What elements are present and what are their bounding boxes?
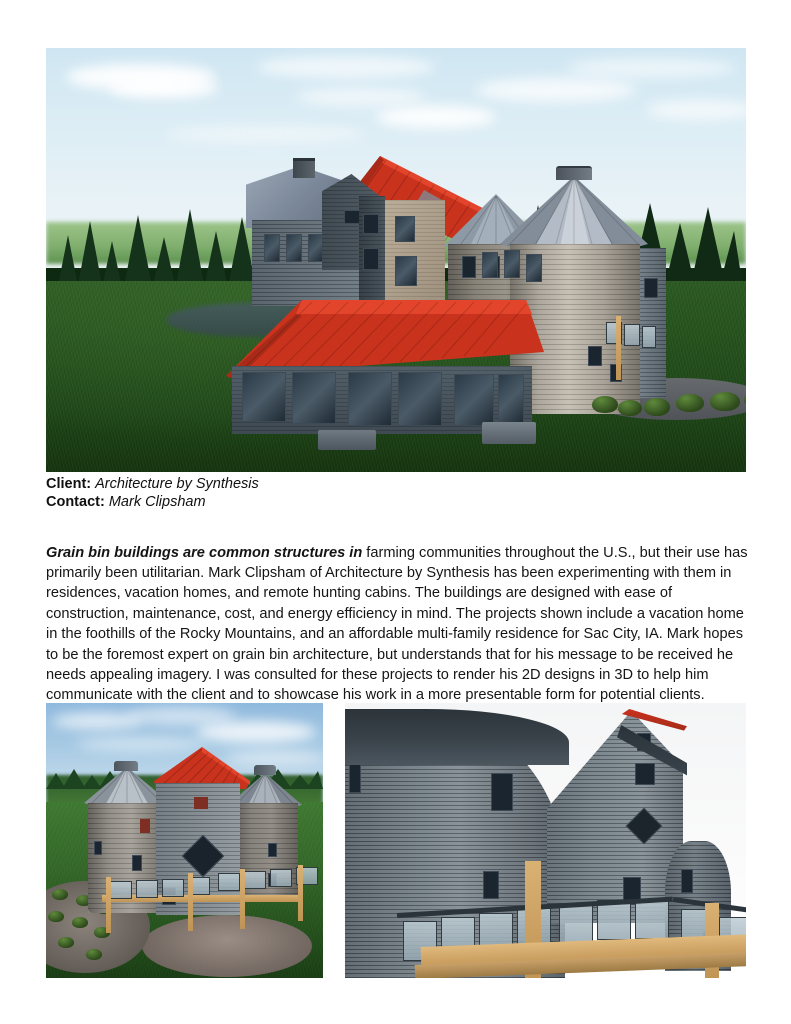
shrub — [644, 398, 670, 416]
window — [268, 843, 277, 857]
porch-screen-panel — [398, 372, 442, 426]
rail-panel — [162, 879, 184, 897]
paver-patio — [142, 915, 312, 977]
image-caption — [46, 476, 746, 511]
deck-post — [106, 877, 111, 933]
shrub — [58, 937, 74, 948]
silo-window-band — [478, 246, 552, 292]
porch-steps — [318, 430, 376, 450]
window — [363, 248, 379, 270]
window — [363, 214, 379, 234]
rail-panel — [559, 903, 593, 943]
window — [395, 216, 415, 242]
rail-panel — [624, 324, 640, 346]
window — [286, 234, 302, 262]
client-label: Client: — [46, 476, 92, 492]
cloud — [166, 126, 366, 142]
porch-screen-panel — [498, 374, 524, 424]
caption-contact-line — [46, 494, 746, 512]
left-bin-cap — [114, 761, 138, 771]
shrub — [710, 392, 740, 411]
porch-screen-panel — [348, 372, 392, 426]
porch-screen-panel — [242, 372, 286, 422]
cloud — [646, 100, 746, 120]
window — [644, 278, 658, 298]
front-wall-lit — [383, 200, 445, 308]
shrub — [676, 394, 704, 412]
chimney — [293, 158, 315, 178]
cloud — [196, 721, 316, 743]
window — [482, 252, 498, 278]
shrub — [86, 949, 102, 960]
cloud — [108, 78, 218, 98]
paragraph-lead-in: Grain bin buildings are common structures in — [46, 544, 363, 561]
bin-accent-red — [140, 819, 150, 833]
cloud — [566, 58, 736, 78]
rail-panel — [244, 871, 266, 889]
shrub — [592, 396, 618, 413]
deck-post — [616, 316, 621, 380]
deck-post — [188, 873, 193, 931]
rail-panel — [136, 880, 158, 898]
deck-railing — [606, 316, 658, 352]
caption-client-line — [46, 476, 746, 494]
cloud — [376, 106, 496, 128]
rail-panel — [642, 326, 656, 348]
contact-label: Contact: — [46, 493, 105, 510]
window — [395, 256, 417, 286]
window — [94, 841, 102, 855]
silo-cap — [556, 166, 592, 180]
rail-panel — [218, 873, 240, 891]
side-wall-shadow — [359, 196, 385, 308]
window — [264, 234, 280, 262]
window — [588, 346, 602, 366]
window — [504, 250, 520, 278]
contact-value: Mark Clipsham — [108, 493, 206, 510]
window — [635, 763, 655, 785]
deck-post — [298, 865, 303, 921]
paragraph-text: farming communities throughout the U.S., but their use has primarily been utilitarian. Mark Clipsham of Architecture by Synthesis has been experimenting with them in residences, vacation homes, and remote hunting cabins. The buildings are designed with ease of construction, maintenance, cost, and energy efficiency in mind. The projects shown include a vacation home in the foothills of the Rocky Mountains, and an affordable multi-family residence for Sac City, IA. Mark hopes to be the foremost expert on grain bin architecture, but understands that for his message to be received he needs appealing imagery. I was consulted for these projects to render his 2D designs in 3D to help him communicate with the client and to showcase his work in a more presentable form for potential clients. — [46, 544, 748, 704]
deck-railing — [102, 863, 302, 899]
porch-screen-panel — [292, 372, 336, 424]
gable-accent-red — [194, 797, 208, 809]
thumbnail-grain-bin-detail — [345, 703, 746, 978]
porch-steps-secondary — [482, 422, 536, 444]
thumbnail-twin-grain-bin — [46, 703, 323, 978]
shrub — [52, 889, 68, 900]
shrub — [618, 400, 642, 416]
hero-image — [46, 48, 746, 472]
cloud — [256, 56, 436, 78]
porch-screen-panel — [454, 374, 494, 426]
window — [526, 254, 542, 282]
rail-panel — [635, 899, 669, 939]
client-value: Architecture by Synthesis — [95, 476, 259, 492]
window — [491, 773, 513, 811]
shrub — [72, 917, 88, 928]
window — [462, 256, 476, 278]
deck-post — [240, 869, 245, 929]
cloud — [296, 88, 426, 106]
right-bin-cap — [254, 765, 276, 775]
body-paragraph — [46, 543, 752, 706]
rail-panel — [110, 881, 132, 899]
rail-panel — [597, 900, 631, 940]
rail-panel — [270, 869, 292, 887]
cloud — [476, 78, 636, 102]
shrub — [48, 911, 64, 922]
